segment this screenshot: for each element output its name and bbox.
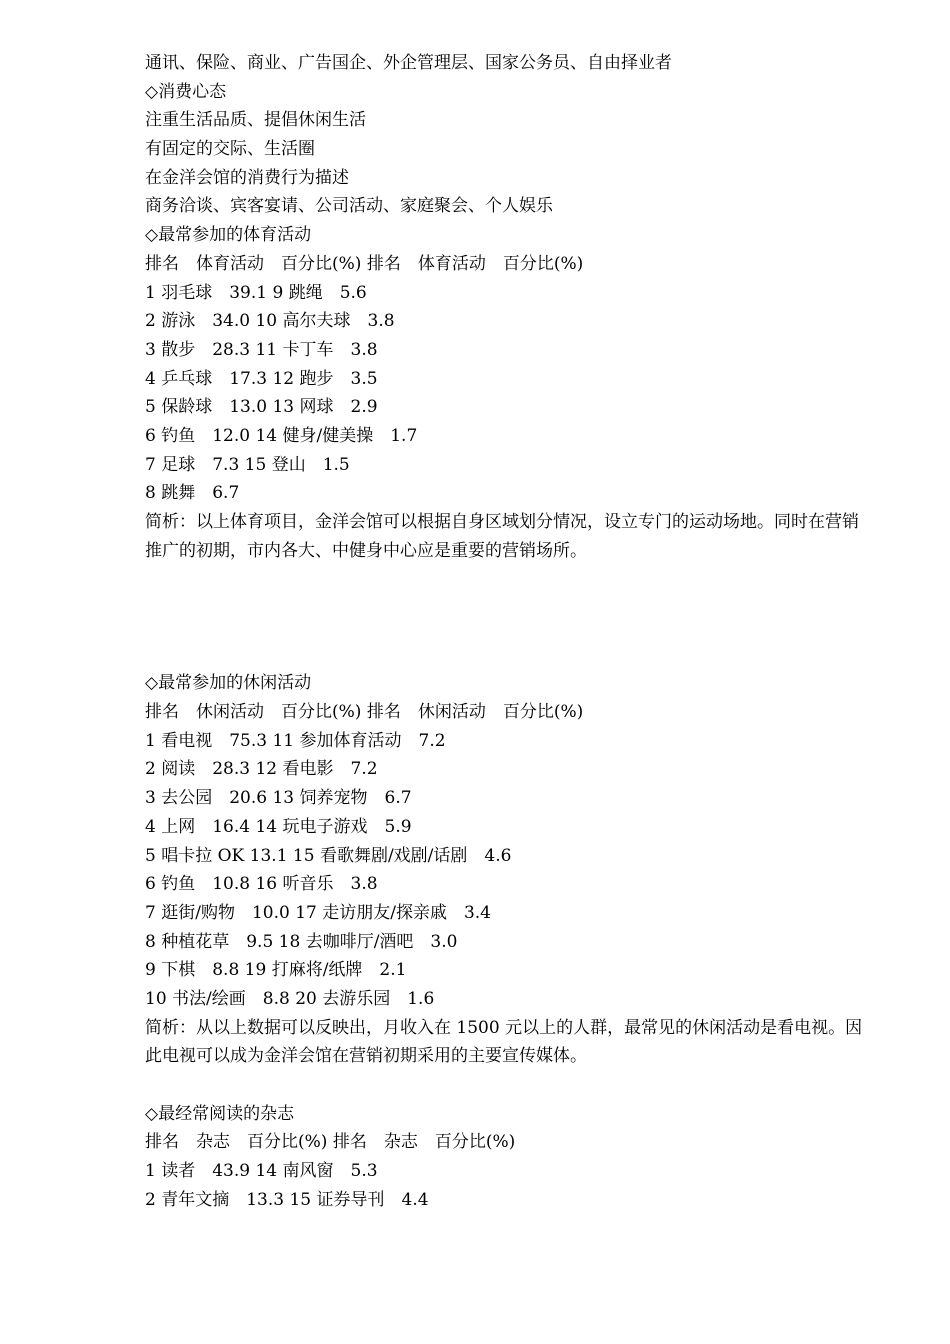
leisure-row: 10 书法/绘画 8.8 20 去游乐园 1.6 (145, 988, 435, 1009)
block-leisure-activities (145, 669, 875, 1071)
section-heading-sports: ◇最常参加的体育活动 (145, 225, 312, 246)
sports-analysis-paragraph: 简析：以上体育项目，金洋会馆可以根据自身区域划分情况，设立专门的运动场地。同时在营销推广的初期，市内各大、中健身中心应是重要的营销场所。 (145, 512, 859, 561)
leisure-row: 2 阅读 28.3 12 看电影 7.2 (145, 759, 378, 780)
sports-row: 2 游泳 34.0 10 高尔夫球 3.8 (145, 311, 395, 332)
sports-row: 7 足球 7.3 15 登山 1.5 (145, 454, 350, 475)
leisure-row: 8 种植花草 9.5 18 去咖啡厅/酒吧 3.0 (145, 931, 458, 952)
leisure-row: 9 下棋 8.8 19 打麻将/纸牌 2.1 (145, 960, 407, 981)
spacer (145, 1071, 875, 1100)
behavior-line: 商务洽谈、宾客宴请、公司活动、家庭聚会、个人娱乐 (145, 196, 553, 217)
sports-table-header: 排名 体育活动 百分比(%) 排名 体育活动 百分比(%) (145, 253, 584, 274)
occupation-line: 通讯、保险、商业、广告国企、外企管理层、国家公务员、自由择业者 (145, 53, 672, 73)
leisure-row: 7 逛街/购物 10.0 17 走访朋友/探亲戚 3.4 (145, 902, 492, 923)
sports-row: 8 跳舞 6.7 (145, 483, 240, 504)
leisure-row: 6 钓鱼 10.8 16 听音乐 3.8 (145, 874, 378, 895)
section-heading-consumer-mindset: ◇消费心态 (145, 81, 227, 102)
leisure-row: 3 去公园 20.6 13 饲养宠物 6.7 (145, 788, 412, 809)
section-heading-magazines: ◇最经常阅读的杂志 (145, 1103, 295, 1124)
magazine-row: 1 读者 43.9 14 南风窗 5.3 (145, 1161, 378, 1182)
block-magazines (145, 1100, 875, 1215)
sports-row: 6 钓鱼 12.0 14 健身/健美操 1.7 (145, 425, 418, 446)
sports-row: 4 乒乓球 17.3 12 跑步 3.5 (145, 368, 378, 389)
leisure-row: 5 唱卡拉 OK 13.1 15 看歌舞剧/戏剧/话剧 4.6 (145, 845, 512, 866)
document-page (145, 49, 875, 1215)
magazine-row: 2 青年文摘 13.3 15 证券导刊 4.4 (145, 1189, 429, 1210)
sports-row: 5 保龄球 13.0 13 网球 2.9 (145, 397, 378, 418)
leisure-analysis-paragraph: 简析：从以上数据可以反映出，月收入在 1500 元以上的人群，最常见的休闲活动是看电视。因此电视可以成为金洋会馆在营销初期采用的主要宣传媒体。 (145, 1017, 863, 1067)
leisure-table-header: 排名 休闲活动 百分比(%) 排名 休闲活动 百分比(%) (145, 702, 584, 723)
mindset-line-1: 注重生活品质、提倡休闲生活 (145, 110, 366, 131)
section-heading-leisure: ◇最常参加的休闲活动 (145, 673, 312, 694)
leisure-row: 1 看电视 75.3 11 参加体育活动 7.2 (145, 730, 446, 751)
block-consumer-profile (145, 49, 875, 565)
sports-row: 3 散步 28.3 11 卡丁车 3.8 (145, 339, 378, 360)
magazine-table-header: 排名 杂志 百分比(%) 排名 杂志 百分比(%) (145, 1132, 516, 1153)
leisure-row: 4 上网 16.4 14 玩电子游戏 5.9 (145, 816, 412, 837)
spacer (145, 565, 875, 669)
mindset-line-2: 有固定的交际、生活圈 (145, 139, 315, 160)
behavior-heading: 在金洋会馆的消费行为描述 (145, 167, 349, 188)
sports-row: 1 羽毛球 39.1 9 跳绳 5.6 (145, 282, 367, 303)
